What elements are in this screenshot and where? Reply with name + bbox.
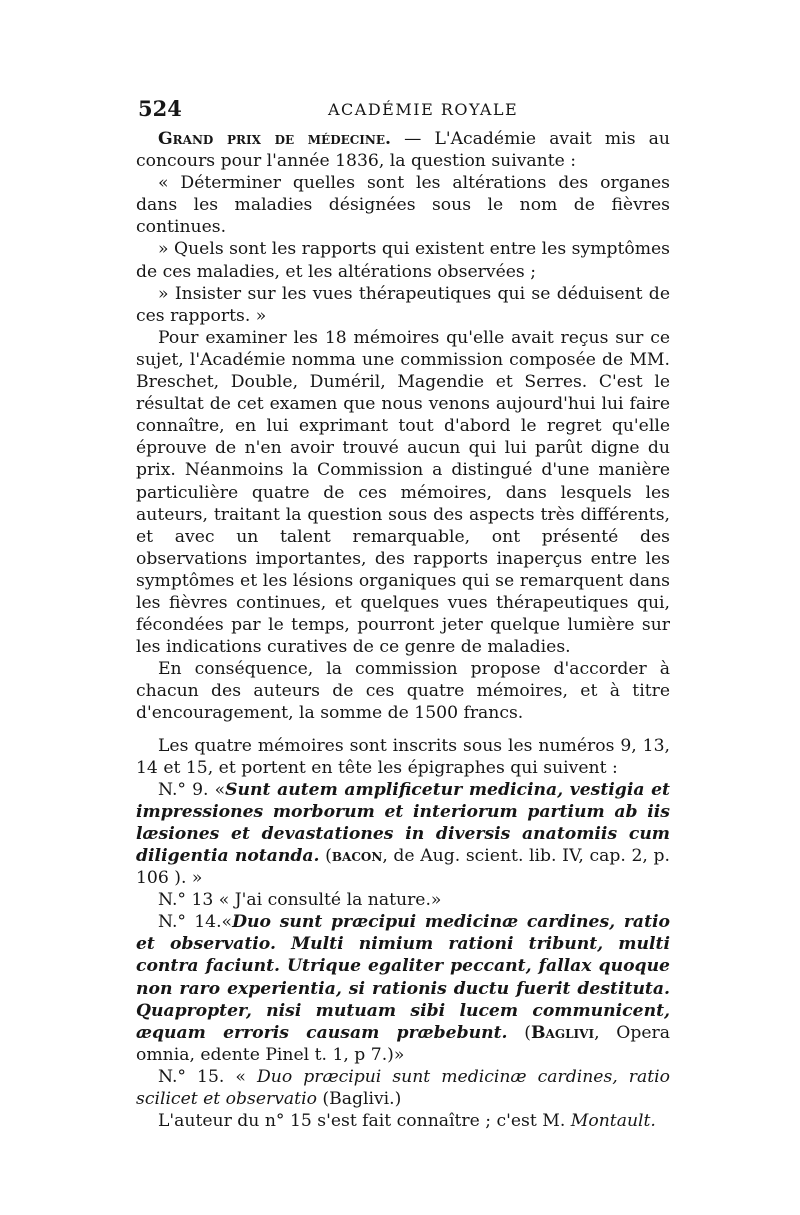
paragraph-intro: Grand prix de médecine. — L'Académie avait mis au concours pour l'année 1836, la question suivante : <box>136 129 670 172</box>
page-header <box>138 96 674 126</box>
running-head: ACADÉMIE ROYALE <box>328 100 519 119</box>
epigraph-14: N.° 14.«Duo sunt præcipui medicinæ cardines, ratio et observatio. Multi nimium rationi tribunt, multi contra faciunt. Utrique egaliter peccant, fallax quoque non raro experientia, si rationis ductu fuerit destituta. Quapropter, nisi mutuam sibi lucem communicent, æquam erroris causam præbebunt. (Baglivi, Opera omnia, edente Pinel t. 1, p 7.)» <box>136 912 671 1065</box>
paragraph-memoirs: Les quatre mémoires sont inscrits sous les numéros 9, 13, 14 et 15, et portent en tête les épigraphes qui suivent : <box>136 735 670 778</box>
epigraph-9: N.° 9. «Sunt autem amplificetur medicina, vestigia et impressiones morborum et interiorum partium ab iis læsiones et devastationes in diversis anatomiis cum diligentia notanda. (bacon, de Aug. scient. lib. IV, cap. 2, p. 106 ). » <box>136 779 670 889</box>
paragraph-author: L'auteur du n° 15 s'est fait connaître ; c'est M. Montault. <box>158 1111 656 1132</box>
paragraph-question-3: » Insister sur les vues thérapeutiques qui se déduisent de ces rapports. » <box>136 283 670 326</box>
section-heading: Grand prix de médecine. <box>158 129 392 149</box>
body-text <box>136 128 670 1132</box>
paragraph-consequence: En conséquence, la commission propose d'accorder à chacun des auteurs de ces quatre mémoires, et à titre d'encouragement, la somme de 1500 francs. <box>136 659 670 724</box>
epigraph-13: N.° 13 « J'ai consulté la nature.» <box>158 890 442 911</box>
paragraph-question-1: « Déterminer quelles sont les altérations des organes dans les maladies désignées sous le nom de fièvres continues. <box>136 173 670 238</box>
paragraph-question-2: » Quels sont les rapports qui existent entre les symptômes de ces maladies, et les altérations observées ; <box>136 239 670 282</box>
epigraph-15: N.° 15. « Duo præcipui sunt medicinæ cardines, ratio scilicet et observatio (Baglivi.) <box>136 1066 670 1110</box>
paragraph-commission: Pour examiner les 18 mémoires qu'elle avait reçus sur ce sujet, l'Académie nomma une commission composée de MM. Breschet, Double, Duméril, Magendie et Serres. C'est le résultat de cet examen que nous venons aujourd'hui lui faire connaître, en lui exprimant tout d'abord le regret qu'elle éprouve de n'en avoir trouvé aucun qui lui parût digne du prix. Néanmoins la Commission a distingué d'une manière particulière quatre de ces mémoires, dans lesquels les auteurs, traitant la question sous des aspects très différents, et avec un talent remarquable, ont présenté des observations importantes, des rapports inaperçus entre les symptômes et les lésions organiques qui se remarquent dans les fièvres continues, et quelques vues thérapeutiques qui, fécondées par le temps, pourront jeter quelque lumière sur les indications curatives de ce genre de maladies. <box>136 327 670 658</box>
page-number: 524 <box>138 96 182 121</box>
